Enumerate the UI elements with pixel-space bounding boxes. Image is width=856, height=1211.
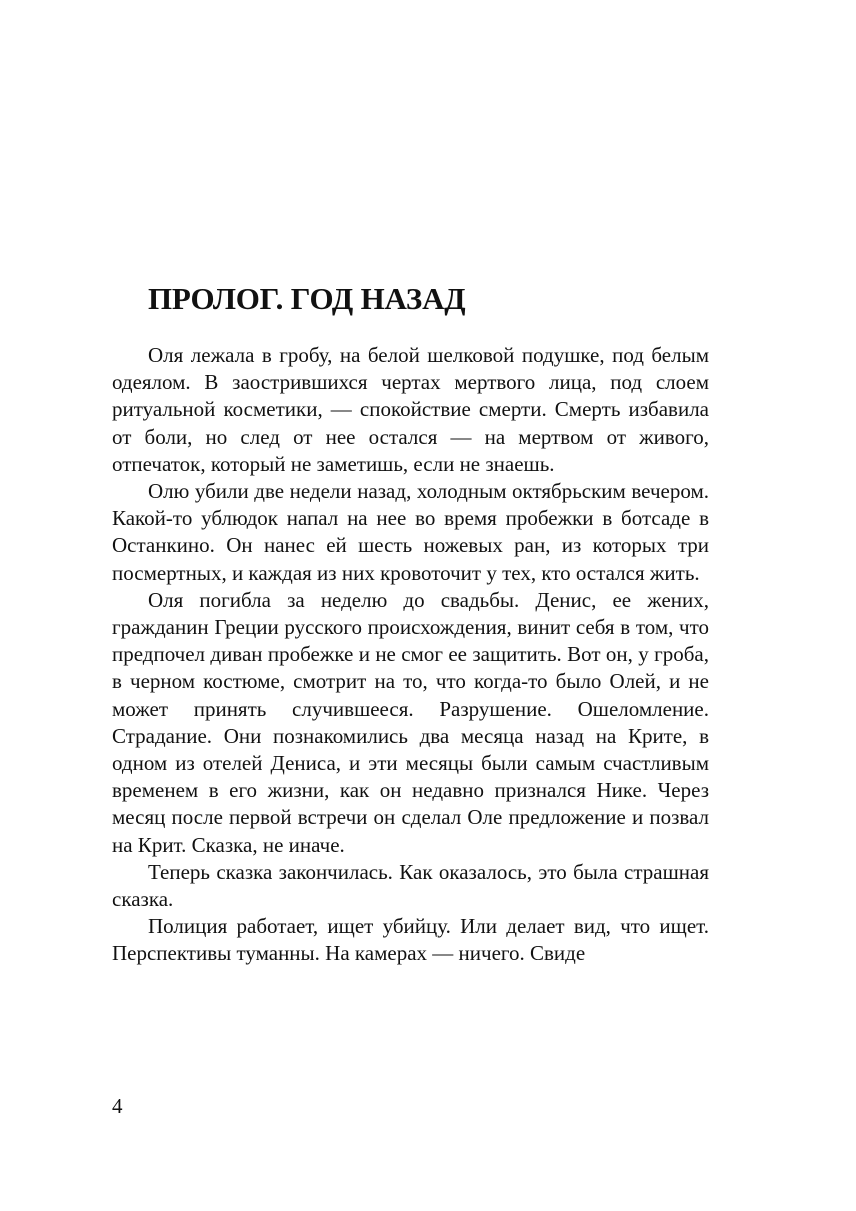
chapter-title: ПРОЛОГ. ГОД НАЗАД — [148, 281, 466, 316]
paragraph: Оля лежала в гробу, на белой шелковой подушке, под белым одеялом. В заострившихся чертах мертвого лица, под слоем ритуальной косметики, — спокойствие смерти. Смерть избавила от боли, но след от нее остался — на мертвом от живого, отпечаток, который не заметишь, если не знаешь. — [112, 343, 709, 476]
paragraph: Полиция работает, ищет убийцу. Или делает вид, что ищет. Перспективы туманны. На камерах — ничего. Свиде — [112, 914, 709, 966]
paragraph: Олю убили две недели назад, холодным октябрьским вечером. Какой-то ублюдок напал на нее во время пробежки в ботсаде в Останкино. Он нанес ей шесть ножевых ран, из которых три посмертных, и каждая из них кровоточит у тех, кто остался жить. — [112, 479, 709, 585]
page-number: 4 — [112, 1094, 123, 1118]
chapter-body — [112, 342, 709, 968]
paragraph: Оля погибла за неделю до свадьбы. Денис, ее жених, гражданин Греции русского происхождения, винит себя в том, что предпочел диван пробежке и не смог ее защитить. Вот он, у гроба, в черном костюме, смотрит на то, что когда-то было Олей, и не может принять случившееся. Разрушение. Ошеломление. Страдание. Они познакомились два месяца назад на Крите, в одном из отелей Дениса, и эти месяцы были самым счастливым временем в его жизни, как он недавно признался Нике. Через месяц после первой встречи он сделал Оле предложение и позвал на Крит. Сказка, не иначе. — [112, 587, 709, 857]
paragraph: Теперь сказка закончилась. Как оказалось, это была страшная сказка. — [112, 859, 709, 912]
